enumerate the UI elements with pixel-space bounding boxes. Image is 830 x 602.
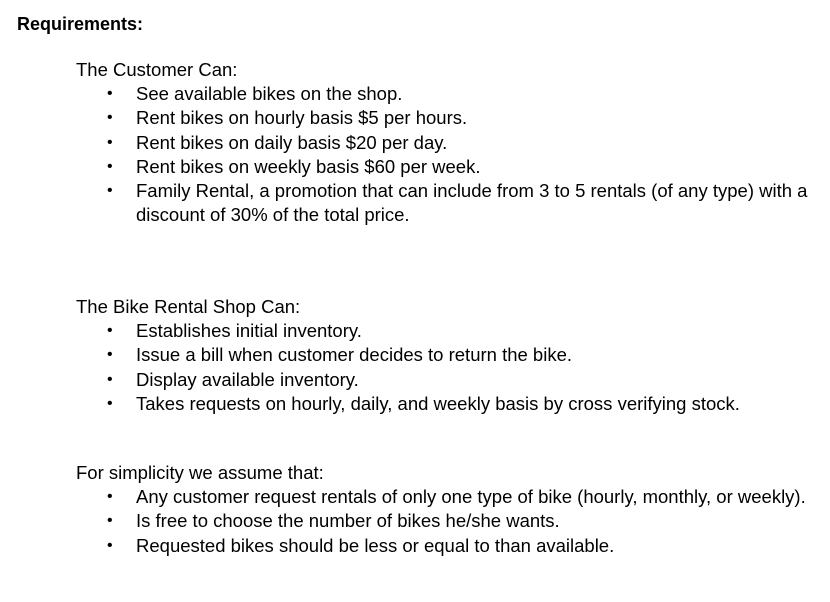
list-item xyxy=(76,343,816,367)
shop-section-title: The Bike Rental Shop Can: xyxy=(76,296,301,317)
bullet-icon: • xyxy=(107,370,113,388)
bullet-icon: • xyxy=(107,512,113,530)
customer-section xyxy=(76,58,816,227)
bullet-icon: • xyxy=(107,157,113,175)
shop-list xyxy=(76,319,816,416)
bullet-icon: • xyxy=(107,182,113,200)
list-item xyxy=(76,82,816,106)
list-item-text: Establishes initial inventory. xyxy=(136,320,362,342)
bullet-icon: • xyxy=(107,488,113,506)
list-item-text: Rent bikes on daily basis $20 per day. xyxy=(136,131,448,153)
list-item-text: Family Rental, a promotion that can include from 3 to 5 rentals (of any type) with a discount of 30% of the total price. xyxy=(136,180,808,226)
bullet-icon: • xyxy=(107,109,113,127)
list-item-text: Display available inventory. xyxy=(136,368,359,390)
list-item-text: Takes requests on hourly, daily, and weekly basis by cross verifying stock. xyxy=(136,392,740,414)
assumptions-section xyxy=(76,461,816,558)
bullet-icon: • xyxy=(107,322,113,340)
list-item-text: Any customer request rentals of only one type of bike (hourly, monthly, or weekly). xyxy=(136,486,806,508)
list-item xyxy=(76,155,816,179)
shop-section xyxy=(76,295,816,416)
list-item xyxy=(76,319,816,343)
customer-section-title: The Customer Can: xyxy=(76,59,238,80)
list-item-text: Rent bikes on weekly basis $60 per week. xyxy=(136,155,481,177)
bullet-icon: • xyxy=(107,133,113,151)
customer-list xyxy=(76,82,816,227)
list-item-text: Requested bikes should be less or equal to than available. xyxy=(136,534,615,556)
list-item-text: See available bikes on the shop. xyxy=(136,83,403,105)
bullet-icon: • xyxy=(107,536,113,554)
list-item xyxy=(76,392,816,416)
bullet-icon: • xyxy=(107,346,113,364)
list-item-text: Is free to choose the number of bikes he/she wants. xyxy=(136,510,560,532)
list-item xyxy=(76,509,816,533)
list-item xyxy=(76,534,816,558)
list-item xyxy=(76,179,816,227)
assumptions-list xyxy=(76,485,816,558)
list-item xyxy=(76,106,816,130)
bullet-icon: • xyxy=(107,394,113,412)
list-item xyxy=(76,485,816,509)
requirements-heading: Requirements: xyxy=(17,14,144,34)
bullet-icon: • xyxy=(107,85,113,103)
list-item-text: Issue a bill when customer decides to return the bike. xyxy=(136,344,573,366)
list-item xyxy=(76,131,816,155)
list-item-text: Rent bikes on hourly basis $5 per hours. xyxy=(136,107,468,129)
list-item xyxy=(76,368,816,392)
assumptions-section-title: For simplicity we assume that: xyxy=(76,462,324,483)
